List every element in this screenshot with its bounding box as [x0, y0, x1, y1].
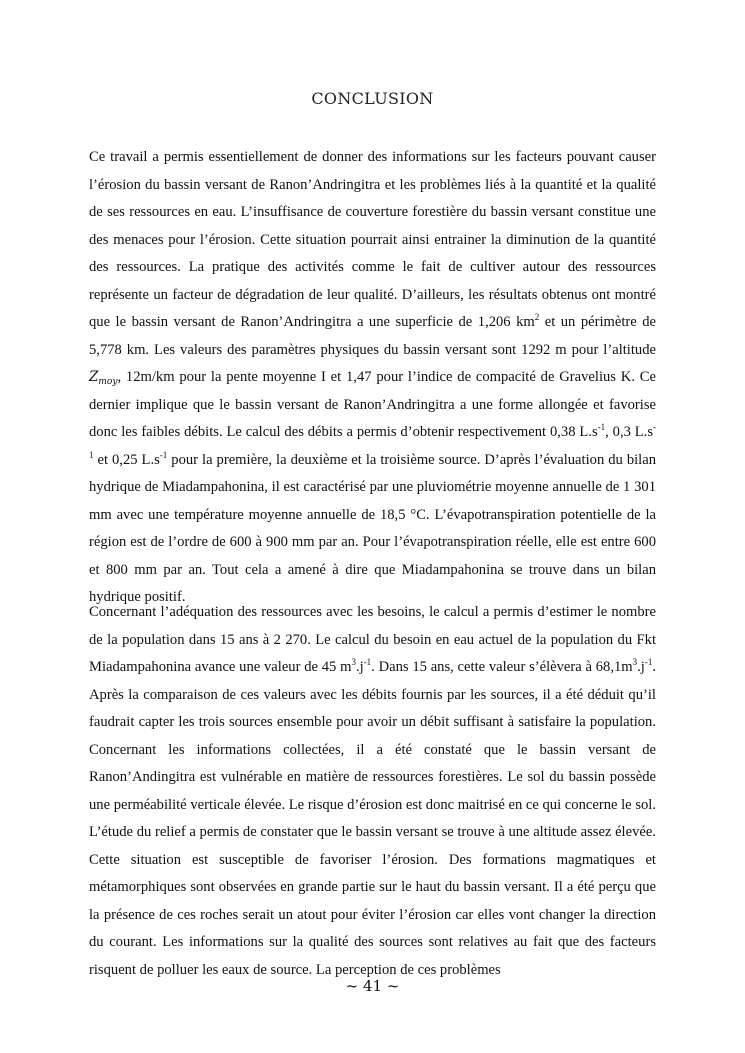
page-title: CONCLUSION: [311, 89, 434, 108]
paragraph-1-text-f: pour la première, la deuxième et la troisième source. D’après l’évaluation du bilan hydrique de Miadampahonina, il est caractérisé par une pluviométrie moyenne annuelle de 1 301 mm avec une température moyenne annuelle de 18,5 °C. L’évapotranspiration potentielle de la région est de l’ordre de 600 à 900 mm par an. Pour l’évapotranspiration réelle, elle est entre 600 et 800 mm par an. Tout cela a amené à dire que Miadampahonina se trouve dans un bilan hydrique positif.: [89, 451, 656, 605]
superscript: -1: [363, 657, 372, 667]
paragraph-1-text-c: , 12m/km pour la pente moyenne I et 1,47 pour l’indice de compacité de Gravelius K. Ce dernier implique que le bassin versant de Ranon’Andringitra a une forme allongée et favorise donc les faibles débits. Le calcul des débits a permis d’obtenir respectivement 0,38 L.s: [89, 369, 656, 440]
superscript: -1: [597, 422, 606, 432]
paragraph-1: [89, 144, 656, 612]
paragraph-1-text-b: et un périmètre de 5,778 km. Les valeurs des paramètres physiques du bassin versant sont 1292 m pour l’altitude: [89, 314, 657, 358]
paragraph-2: [89, 599, 656, 984]
superscript: 3: [351, 657, 356, 667]
math-var: Z: [89, 369, 99, 385]
page-number: ~ 41 ~: [345, 977, 400, 995]
paragraph-1-text-a: Ce travail a permis essentiellement de donner des informations sur les facteurs pouvant causer l’érosion du bassin versant de Ranon’Andringitra et les problèmes liés à la quantité et la qualité de ses ressources en eau. L’insuffisance de couverture forestière du bassin versant constitue une des menaces pour l’érosion. Cette situation pourrait ainsi entrainer la diminution de la quantité des ressources. La pratique des activités comme le fait de cultiver autour des ressources représente un facteur de dégradation de leur qualité. D’ailleurs, les résultats obtenus ont montré que le bassin versant de Ranon’Andringitra a une superficie de 1,206 km: [89, 149, 656, 330]
superscript: -1: [644, 657, 653, 667]
paragraph-2-text-a: Concernant l’adéquation des ressources avec les besoins, le calcul a permis d’estimer le nombre de la population dans 15 ans à 2 270. Le calcul du besoin en eau actuel de la population du Fkt Miadampahonina avance une valeur de 45 m: [89, 604, 656, 675]
paragraph-2-text-d: .j: [637, 659, 645, 675]
math-subscript: moy: [98, 377, 118, 387]
paragraph-2-text-e: . Après la comparaison de ces valeurs avec les débits fournis par les sources, il a été déduit qu’il faudrait capter les trois sources ensemble pour avoir un débit suffisant à satisfaire la population. Concernant les informations collectées, il a été constaté que le bassin versant de Ranon’Andingitra est vulnérable en matière de ressources forestières. Le sol du bassin possède une perméabilité verticale élevée. Le risque d’érosion est donc maitrisé en ce qui concerne le sol. L’étude du relief a permis de constater que le bassin versant se trouve à une altitude assez élevée. Cette situation est susceptible de favoriser l’érosion. Des formations magmatiques et métamorphiques sont observées en grande partie sur le haut du bassin versant. Il a été perçu que la présence de ces roches serait un atout pour éviter l’érosion car elles vont changer la direction du courant. Les informations sur la qualité des sources sont relatives au fait que des facteurs risquent de polluer les eaux de source. La perception de ces problèmes: [89, 659, 656, 978]
superscript: -1: [89, 422, 656, 460]
paragraph-1-text-e: et 0,25 L.s: [93, 451, 160, 468]
paragraph-2-text-b: .j: [355, 659, 364, 675]
superscript: 3: [632, 657, 638, 667]
superscript: -1: [159, 449, 168, 460]
math-variable-z-moy: [89, 369, 117, 385]
superscript: 2: [534, 312, 540, 322]
paragraph-1-text-d: , 0,3 L.s: [605, 424, 653, 440]
paragraph-2-text-c: . Dans 15 ans, cette valeur s’élèvera à 68,1m: [371, 659, 633, 675]
